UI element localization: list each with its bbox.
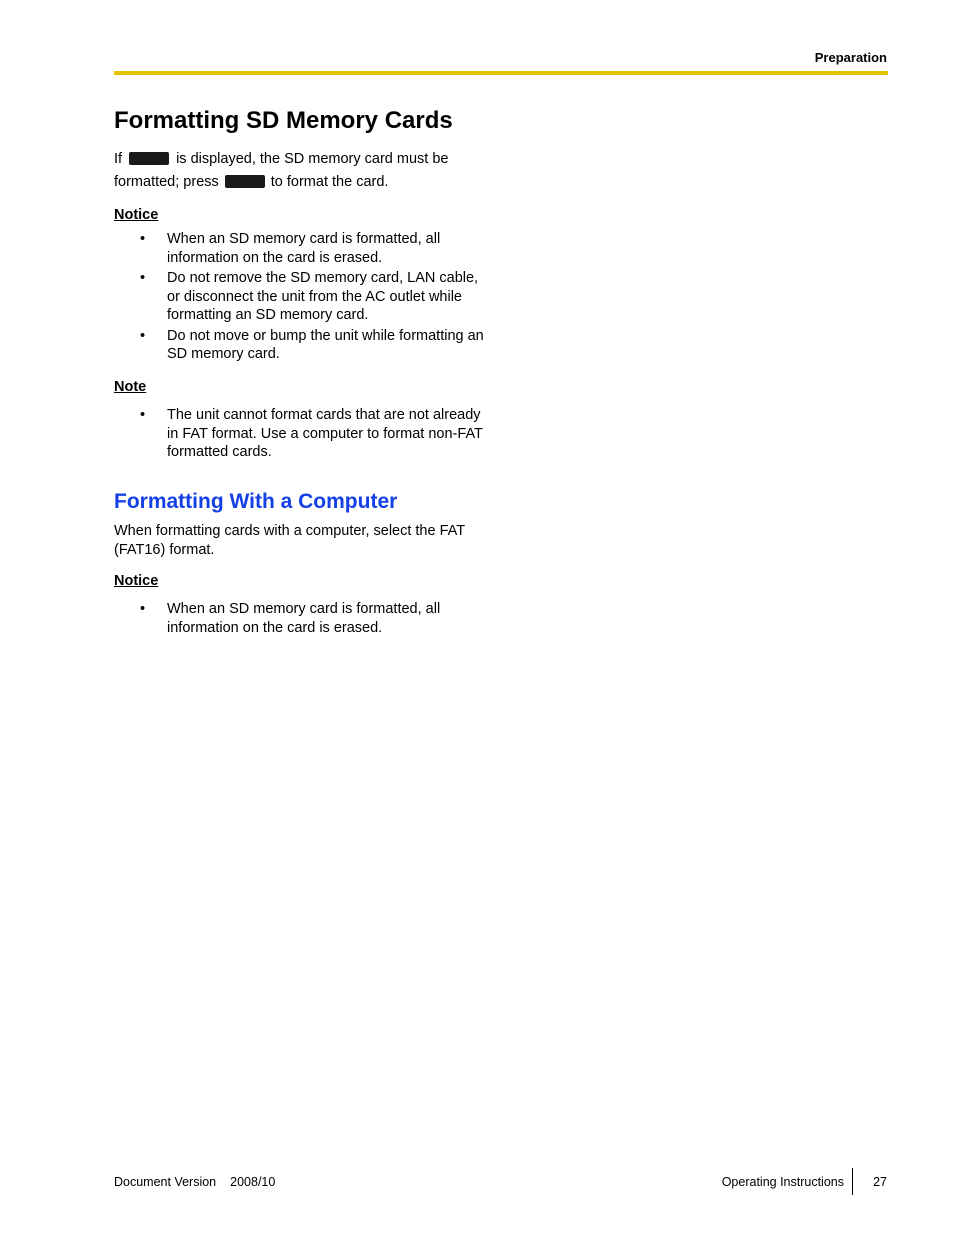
bullet-icon: • — [140, 601, 146, 618]
notice-label: Notice — [114, 573, 159, 590]
notice-list — [114, 230, 494, 364]
footer-version-label: Document Version — [114, 1175, 217, 1189]
list-item: • When an SD memory card is formatted, all information on the card is erased. — [140, 231, 441, 266]
section-heading: Formatting With a Computer — [114, 490, 398, 514]
bullet-icon: • — [140, 327, 146, 344]
section-body: When formatting cards with a computer, select the FAT (FAT16) format. — [114, 523, 465, 558]
list-item: • Do not move or bump the unit while formatting an SD memory card. — [140, 327, 484, 363]
list-item: • Do not remove the SD memory card, LAN cable, or disconnect the unit from the AC outlet while formatting an SD memory card. — [140, 269, 479, 324]
display-indicator-icon — [129, 152, 169, 165]
intro-paragraph — [114, 148, 494, 194]
list-item: • When an SD memory card is formatted, all information on the card is erased. — [140, 601, 441, 637]
bullet-icon: • — [140, 269, 146, 286]
footer-divider — [852, 1168, 853, 1195]
intro-text-4: to format the card. — [270, 174, 389, 190]
header-rule — [114, 71, 888, 75]
format-key-icon — [225, 175, 265, 188]
list-item: • The unit cannot format cards that are not already in FAT format. Use a computer to format non-FAT formatted cards. — [140, 406, 483, 461]
bullet-icon: • — [140, 406, 146, 423]
note-list — [114, 406, 494, 462]
footer-doc-version — [114, 1175, 275, 1189]
page-footer — [0, 1168, 954, 1198]
notice-label: Notice — [114, 207, 159, 223]
notice-list — [114, 600, 494, 637]
footer-doc-title: Operating Instructions — [721, 1175, 844, 1189]
page-title: Formatting SD Memory Cards — [114, 107, 453, 134]
header-section-label: Preparation — [814, 50, 887, 65]
footer-version-date: 2008/10 — [230, 1175, 276, 1189]
intro-text-3: formatted; press — [114, 174, 219, 190]
main-column — [114, 104, 494, 639]
intro-text-2: is displayed, the SD memory card must be — [176, 151, 449, 167]
bullet-icon: • — [140, 231, 146, 247]
note-label: Note — [114, 378, 147, 395]
intro-text-1: If — [114, 151, 123, 167]
page-number: 27 — [873, 1175, 887, 1189]
